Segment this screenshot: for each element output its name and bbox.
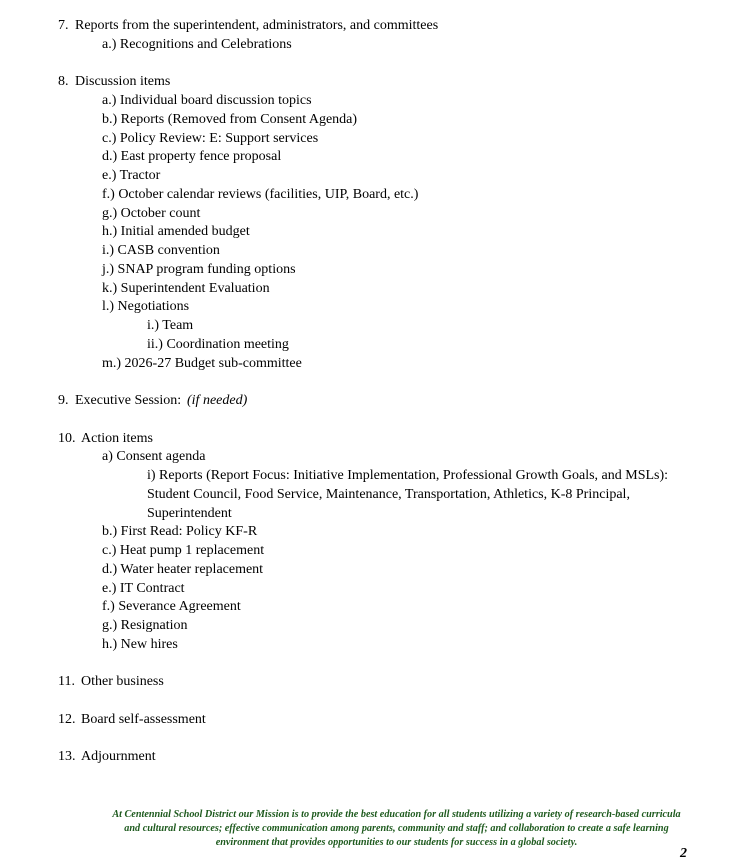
sub-sub-item-label: Student Council, Food Service, Maintenance, Transportation, Athletics, K-8 Principal, [147,486,630,502]
item-number: 9. [58,393,69,408]
sub-item-label: e.) Tractor [102,168,161,183]
sub-item [0,598,753,617]
item-label: Executive Session: [75,393,182,408]
sub-item-label: j.) SNAP program funding options [102,261,296,277]
sub-sub-item [0,336,753,355]
sub-item [0,298,753,317]
mission-line: environment that provides opportunities to our students for success in a global society. [215,837,578,848]
sub-item [0,617,753,636]
sub-item-label: d.) Water heater replacement [102,561,264,577]
sub-item [0,523,753,542]
sub-item [0,92,753,111]
sub-item [0,148,753,167]
agenda-item [0,392,753,411]
sub-item-label: f.) Severance Agreement [102,599,241,615]
sub-item-label: m.) 2026-27 Budget sub-committee [102,355,302,371]
agenda-item [0,673,753,692]
sub-item [0,167,753,186]
sub-item-label: g.) Resignation [102,618,188,633]
sub-item-label: c.) Policy Review: E: Support services [102,130,319,146]
sub-item [0,242,753,261]
sub-item-label: h.) New hires [102,636,178,652]
sub-item [0,636,753,655]
mission-statement [40,808,753,850]
sub-item [0,261,753,280]
sub-item [0,36,753,55]
sub-item [0,580,753,599]
sub-item [0,355,753,374]
agenda-list [0,17,753,767]
blank-line [0,411,753,430]
blank-line [0,373,753,392]
sub-item [0,280,753,299]
item-number: 11. [58,674,75,690]
item-number: 13. [58,749,76,765]
sub-item [0,111,753,130]
sub-item [0,448,753,467]
blank-line [0,655,753,674]
mission-line: and cultural resources; effective communication among parents, community and staff; and collaboration to create a safe learning [124,823,669,834]
agenda-item [0,430,753,449]
sub-item [0,186,753,205]
item-number: 8. [58,74,69,90]
item-number: 10. [58,430,76,446]
sub-item-label: i.) CASB convention [102,243,220,258]
sub-item-label: a.) Recognitions and Celebrations [102,36,292,52]
item-label: Reports from the superintendent, administrators, and committees [75,18,439,33]
sub-item-label: b.) Reports (Removed from Consent Agenda) [102,111,358,127]
sub-item-label: c.) Heat pump 1 replacement [102,543,265,558]
item-label: Adjournment [81,749,156,765]
sub-item-label: f.) October calendar reviews (facilities, UIP, Board, etc.) [102,186,419,202]
sub-sub-item-label: i.) Team [147,318,194,333]
sub-item-label: g.) October count [102,205,201,221]
sub-item [0,205,753,224]
sub-sub-item [0,486,753,505]
sub-item [0,561,753,580]
agenda-item [0,17,753,36]
item-number: 7. [58,18,69,33]
sub-sub-item [0,467,753,486]
sub-item-label: d.) East property fence proposal [102,149,282,165]
sub-sub-item-label: Superintendent [147,505,232,521]
sub-item-label: e.) IT Contract [102,580,185,596]
sub-item-label: l.) Negotiations [102,299,190,315]
sub-item-label: a) Consent agenda [102,449,206,465]
mission-line: At Centennial School District our Mission is to provide the best education for all students utilizing a variety of research-based curricula [112,809,681,820]
agenda-item [0,748,753,767]
blank-line [0,730,753,749]
item-number: 12. [58,711,76,727]
blank-line [0,55,753,74]
blank-line [0,692,753,711]
sub-sub-item [0,505,753,524]
sub-item-label: k.) Superintendent Evaluation [102,280,270,296]
sub-item [0,542,753,561]
item-note: (if needed) [187,393,248,408]
item-label: Action items [81,430,153,446]
item-label: Board self-assessment [81,711,206,727]
sub-item-label: a.) Individual board discussion topics [102,93,312,108]
sub-sub-item-label: ii.) Coordination meeting [147,336,289,352]
agenda-item [0,73,753,92]
sub-sub-item-label: i) Reports (Report Focus: Initiative Implementation, Professional Growth Goals, and MSLs): [147,468,669,483]
item-label: Other business [81,674,164,690]
sub-item-label: b.) First Read: Policy KF-R [102,524,258,540]
item-label: Discussion items [75,74,171,90]
agenda-item [0,711,753,730]
page-number: 2 [680,846,687,861]
sub-item [0,130,753,149]
sub-sub-item [0,317,753,336]
sub-item [0,223,753,242]
sub-item-label: h.) Initial amended budget [102,224,250,240]
